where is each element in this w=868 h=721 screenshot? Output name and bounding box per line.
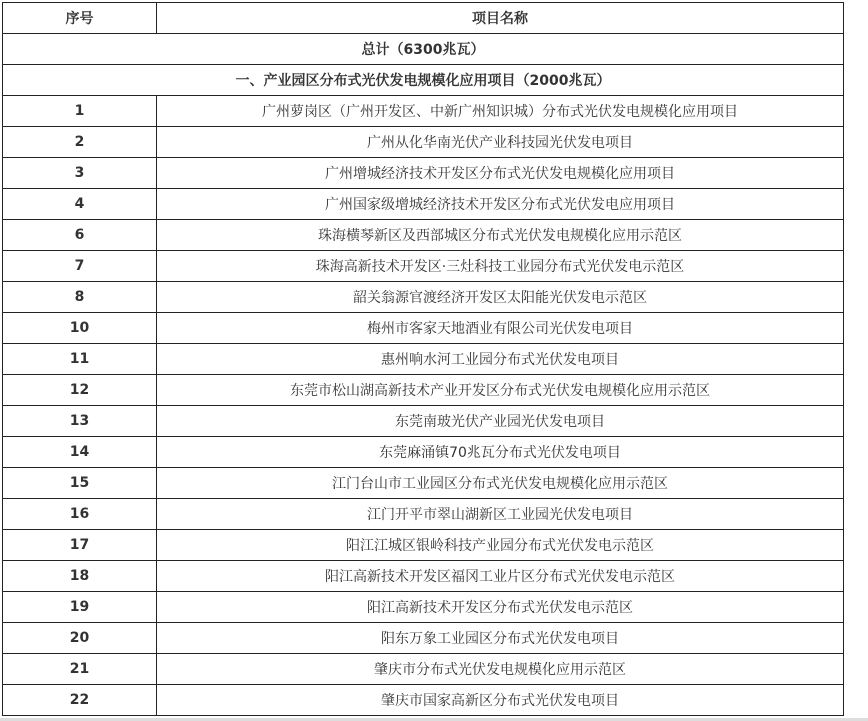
project-name: 广州增城经济技术开发区分布式光伏发电规模化应用项目 xyxy=(157,158,844,189)
table-row xyxy=(3,437,844,468)
total-label: 总计（6300兆瓦） xyxy=(3,34,844,65)
row-number: 3 xyxy=(3,158,157,189)
row-number: 2 xyxy=(3,127,157,158)
project-table xyxy=(2,2,844,716)
section-title: 一、产业园区分布式光伏发电规模化应用项目（2000兆瓦） xyxy=(3,65,844,96)
section-row xyxy=(3,65,844,96)
project-name: 东莞南玻光伏产业园光伏发电项目 xyxy=(157,406,844,437)
project-name: 阳江高新技术开发区福冈工业片区分布式光伏发电示范区 xyxy=(157,561,844,592)
row-number: 8 xyxy=(3,282,157,313)
project-name: 珠海高新技术开发区·三灶科技工业园分布式光伏发电示范区 xyxy=(157,251,844,282)
row-number: 22 xyxy=(3,685,157,716)
table-row xyxy=(3,685,844,716)
table-row xyxy=(3,189,844,220)
project-name: 广州国家级增城经济技术开发区分布式光伏发电应用项目 xyxy=(157,189,844,220)
project-name: 肇庆市分布式光伏发电规模化应用示范区 xyxy=(157,654,844,685)
row-number: 11 xyxy=(3,344,157,375)
table-row xyxy=(3,530,844,561)
table-row xyxy=(3,158,844,189)
row-number: 13 xyxy=(3,406,157,437)
table-row xyxy=(3,468,844,499)
table-row xyxy=(3,406,844,437)
table-row xyxy=(3,282,844,313)
project-name: 东莞市松山湖高新技术产业开发区分布式光伏发电规模化应用示范区 xyxy=(157,375,844,406)
header-no: 序号 xyxy=(3,3,157,34)
row-number: 1 xyxy=(3,96,157,127)
project-name: 阳东万象工业园区分布式光伏发电项目 xyxy=(157,623,844,654)
row-number: 15 xyxy=(3,468,157,499)
project-name: 珠海横琴新区及西部城区分布式光伏发电规模化应用示范区 xyxy=(157,220,844,251)
row-number: 21 xyxy=(3,654,157,685)
project-name: 韶关翁源官渡经济开发区太阳能光伏发电示范区 xyxy=(157,282,844,313)
table-row xyxy=(3,344,844,375)
project-name: 阳江高新技术开发区分布式光伏发电示范区 xyxy=(157,592,844,623)
row-number: 16 xyxy=(3,499,157,530)
row-number: 10 xyxy=(3,313,157,344)
table-row xyxy=(3,623,844,654)
row-number: 19 xyxy=(3,592,157,623)
project-name: 阳江江城区银岭科技产业园分布式光伏发电示范区 xyxy=(157,530,844,561)
table-row xyxy=(3,96,844,127)
project-name: 江门开平市翠山湖新区工业园光伏发电项目 xyxy=(157,499,844,530)
project-name: 肇庆市国家高新区分布式光伏发电项目 xyxy=(157,685,844,716)
table-row xyxy=(3,592,844,623)
project-name: 江门台山市工业园区分布式光伏发电规模化应用示范区 xyxy=(157,468,844,499)
row-number: 14 xyxy=(3,437,157,468)
project-name: 广州从化华南光伏产业科技园光伏发电项目 xyxy=(157,127,844,158)
project-name: 广州萝岗区（广州开发区、中新广州知识城）分布式光伏发电规模化应用项目 xyxy=(157,96,844,127)
table-row xyxy=(3,375,844,406)
header-name: 项目名称 xyxy=(157,3,844,34)
row-number: 17 xyxy=(3,530,157,561)
table-row xyxy=(3,251,844,282)
project-name: 东莞麻涌镇70兆瓦分布式光伏发电项目 xyxy=(157,437,844,468)
table-row xyxy=(3,499,844,530)
total-row xyxy=(3,34,844,65)
row-number: 12 xyxy=(3,375,157,406)
project-name: 梅州市客家天地酒业有限公司光伏发电项目 xyxy=(157,313,844,344)
table-row xyxy=(3,220,844,251)
row-number: 20 xyxy=(3,623,157,654)
table-header xyxy=(3,3,844,34)
row-number: 7 xyxy=(3,251,157,282)
row-number: 4 xyxy=(3,189,157,220)
project-name: 惠州响水河工业园分布式光伏发电项目 xyxy=(157,344,844,375)
table-row xyxy=(3,127,844,158)
row-number: 18 xyxy=(3,561,157,592)
row-number: 6 xyxy=(3,220,157,251)
table-row xyxy=(3,561,844,592)
table-row xyxy=(3,654,844,685)
table-row xyxy=(3,313,844,344)
